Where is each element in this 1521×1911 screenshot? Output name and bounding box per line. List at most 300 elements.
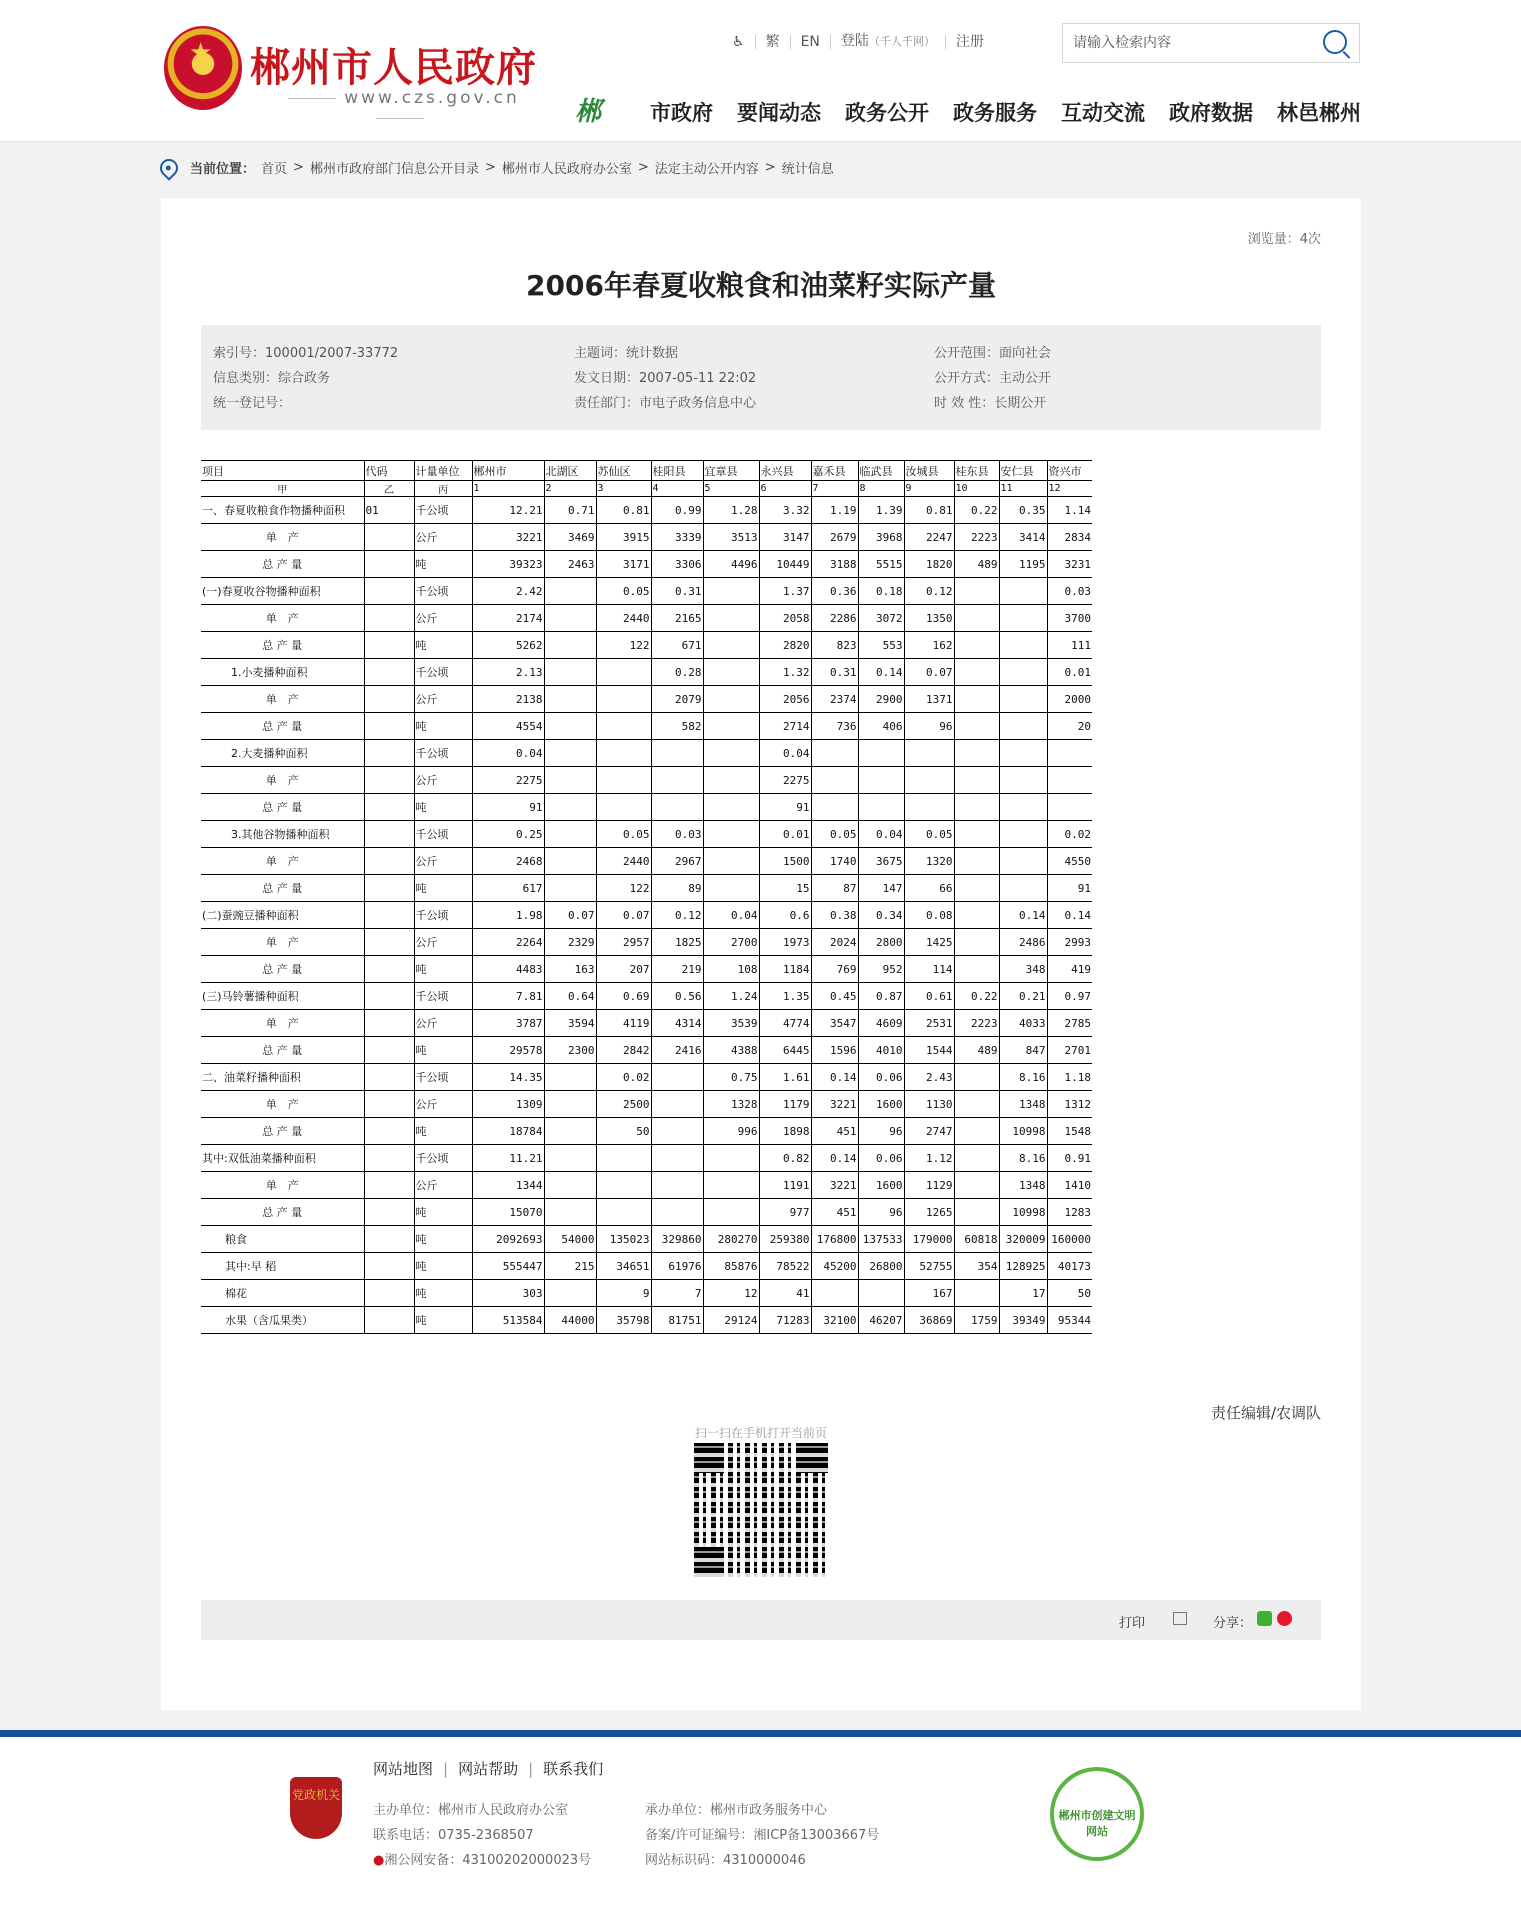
table-cell: 4314 (651, 1010, 703, 1037)
nav-logo-icon: 郴 (575, 97, 602, 127)
table-cell: 公斤 (414, 767, 472, 794)
table-cell: 11.21 (472, 1145, 544, 1172)
table-cell: 489 (954, 1037, 999, 1064)
table-cell: 公斤 (414, 1010, 472, 1037)
table-cell: 0.07 (596, 902, 651, 929)
table-cell: 95344 (1047, 1307, 1092, 1334)
table-cell: 8.16 (999, 1064, 1047, 1091)
row-label-cell: 单 产 (201, 929, 364, 956)
row-label-cell: (二)蚕豌豆播种面积 (201, 902, 364, 929)
table-cell: 0.07 (904, 659, 954, 686)
table-row (201, 1172, 1092, 1199)
table-cell (544, 1118, 596, 1145)
row-label-cell: 单 产 (201, 767, 364, 794)
table-cell (651, 1118, 703, 1145)
table-cell (651, 740, 703, 767)
table-cell: 2275 (759, 767, 811, 794)
table-cell: 89 (651, 875, 703, 902)
footer-operator: 承办单位：郴州市政务服务中心 (645, 1803, 828, 1818)
table-cell: 12.21 (472, 497, 544, 524)
table-cell: 0.02 (596, 1064, 651, 1091)
table-cell (954, 1091, 999, 1118)
site-domain: www.czs.gov.cn (250, 88, 550, 128)
table-cell (364, 1091, 414, 1118)
row-label-cell: 总 产 量 (201, 1037, 364, 1064)
login-link[interactable] (830, 34, 945, 49)
table-cell: 3968 (858, 524, 904, 551)
table-cell (596, 686, 651, 713)
table-cell: 永兴县 (759, 461, 811, 481)
table-cell (954, 1145, 999, 1172)
table-cell: 吨 (414, 1199, 472, 1226)
table-cell: 1283 (1047, 1199, 1092, 1226)
table-cell: 4 (651, 481, 703, 497)
row-label-cell: 其中:早 稻 (201, 1253, 364, 1280)
party-badge-text: 党政机关 (291, 1788, 340, 1802)
table-cell: 吨 (414, 1307, 472, 1334)
table-cell: 7 (811, 481, 858, 497)
table-cell (596, 767, 651, 794)
table-cell (954, 578, 999, 605)
table-cell: 96 (858, 1118, 904, 1145)
table-cell: 6 (759, 481, 811, 497)
table-cell: 8.16 (999, 1145, 1047, 1172)
table-cell: 0.64 (544, 983, 596, 1010)
wechat-share-icon[interactable] (1257, 1611, 1272, 1626)
table-cell: 吨 (414, 956, 472, 983)
article-toolbar (201, 1600, 1321, 1640)
table-cell (651, 794, 703, 821)
table-cell: 26800 (858, 1253, 904, 1280)
top-utility-bar (722, 34, 994, 49)
table-cell (544, 740, 596, 767)
table-cell: 4550 (1047, 848, 1092, 875)
table-cell: 1500 (759, 848, 811, 875)
nav-item-gov-services[interactable]: 政务服务 (953, 101, 1037, 125)
table-cell: 0.05 (596, 821, 651, 848)
table-cell: 4388 (703, 1037, 759, 1064)
table-row (201, 1226, 1092, 1253)
table-cell (596, 794, 651, 821)
table-cell (651, 1172, 703, 1199)
table-cell (364, 1037, 414, 1064)
table-cell: 1320 (904, 848, 954, 875)
table-cell: 吨 (414, 713, 472, 740)
table-cell: 555447 (472, 1253, 544, 1280)
table-cell: 3700 (1047, 605, 1092, 632)
table-cell: 15 (759, 875, 811, 902)
table-cell (364, 1226, 414, 1253)
table-cell: 1.37 (759, 578, 811, 605)
table-cell: 7 (651, 1280, 703, 1307)
table-cell (954, 1280, 999, 1307)
table-cell (904, 740, 954, 767)
table-cell: 46207 (858, 1307, 904, 1334)
table-cell: 3188 (811, 551, 858, 578)
table-cell (999, 632, 1047, 659)
table-cell: 29578 (472, 1037, 544, 1064)
table-cell: 3.32 (759, 497, 811, 524)
table-cell: 1.12 (904, 1145, 954, 1172)
table-cell (364, 632, 414, 659)
meta-mode: 公开方式：主动公开 (934, 371, 1052, 386)
meta-dept: 责任部门：市电子政务信息中心 (574, 396, 757, 411)
table-cell: 苏仙区 (596, 461, 651, 481)
table-cell: 2.13 (472, 659, 544, 686)
table-cell: 1348 (999, 1172, 1047, 1199)
footer-link-sitemap[interactable]: 网站地图 (373, 1760, 434, 1778)
table-cell: 0.36 (811, 578, 858, 605)
table-row (201, 767, 1092, 794)
table-cell (364, 1010, 414, 1037)
table-cell: 1544 (904, 1037, 954, 1064)
table-row (201, 848, 1092, 875)
table-cell: 1825 (651, 929, 703, 956)
table-cell: 1195 (999, 551, 1047, 578)
table-cell: 1.98 (472, 902, 544, 929)
table-cell (651, 1199, 703, 1226)
table-cell: 2468 (472, 848, 544, 875)
table-cell: 2264 (472, 929, 544, 956)
table-cell: 1548 (1047, 1118, 1092, 1145)
table-cell: 8 (858, 481, 904, 497)
table-cell: 公斤 (414, 1172, 472, 1199)
nav-item-gov-data[interactable]: 政府数据 (1169, 101, 1253, 125)
table-cell (544, 1091, 596, 1118)
footer-link-contact[interactable]: 联系我们 (543, 1760, 604, 1778)
table-cell: 9 (904, 481, 954, 497)
table-cell: 0.14 (999, 902, 1047, 929)
meta-category: 信息类别：综合政务 (213, 371, 331, 386)
responsible-editor: 责任编辑/农调队 (1210, 1404, 1321, 1422)
table-row (201, 632, 1092, 659)
table-cell: 14.35 (472, 1064, 544, 1091)
table-cell: 1.24 (703, 983, 759, 1010)
table-cell: 0.04 (858, 821, 904, 848)
row-label-cell: 总 产 量 (201, 551, 364, 578)
row-label-cell: (一)春夏收谷物播种面积 (201, 578, 364, 605)
nav-item-news[interactable]: 要闻动态 (737, 101, 821, 125)
table-cell: 5515 (858, 551, 904, 578)
table-cell (999, 767, 1047, 794)
table-cell: 0.22 (954, 497, 999, 524)
table-row (201, 686, 1092, 713)
table-cell: 2416 (651, 1037, 703, 1064)
qr-code (694, 1443, 828, 1577)
table-row (201, 578, 1092, 605)
breadcrumb-statutory[interactable]: 法定主动公开内容 (654, 162, 759, 177)
breadcrumb-home[interactable]: 首页 (261, 162, 288, 177)
table-cell: 0.25 (472, 821, 544, 848)
footer-phone: 联系电话：0735-2368507 (373, 1828, 534, 1843)
table-cell (651, 1145, 703, 1172)
table-cell: 2800 (858, 929, 904, 956)
table-cell: 吨 (414, 794, 472, 821)
table-cell: 167 (904, 1280, 954, 1307)
table-cell: 122 (596, 632, 651, 659)
search-icon[interactable] (1323, 30, 1347, 54)
table-cell (999, 686, 1047, 713)
table-cell: 1596 (811, 1037, 858, 1064)
table-cell (954, 902, 999, 929)
table-cell: 354 (954, 1253, 999, 1280)
table-row (201, 659, 1092, 686)
table-cell: 0.82 (759, 1145, 811, 1172)
search-box (1062, 23, 1360, 63)
nav-item-interaction[interactable]: 互动交流 (1061, 101, 1145, 125)
breadcrumb (160, 158, 834, 177)
table-cell: 公斤 (414, 686, 472, 713)
register-link[interactable]: 注册 (945, 35, 994, 49)
table-cell (811, 767, 858, 794)
table-cell (954, 956, 999, 983)
breadcrumb-office[interactable]: 郴州市人民政府办公室 (501, 162, 632, 177)
table-cell: 122 (596, 875, 651, 902)
table-cell: 0.45 (811, 983, 858, 1010)
table-row (201, 740, 1092, 767)
table-cell (544, 821, 596, 848)
table-cell: 3 (596, 481, 651, 497)
table-cell: 44000 (544, 1307, 596, 1334)
table-cell: 114 (904, 956, 954, 983)
row-label-cell: 一、春夏收粮食作物播种面积 (201, 497, 364, 524)
table-cell: 0.08 (904, 902, 954, 929)
row-label-cell: 3.其他谷物播种面积 (201, 821, 364, 848)
table-cell (364, 983, 414, 1010)
table-cell: 61976 (651, 1253, 703, 1280)
row-label-cell: 单 产 (201, 605, 364, 632)
table-subheader-row (201, 481, 1092, 497)
table-cell: 553 (858, 632, 904, 659)
table-cell: 736 (811, 713, 858, 740)
table-cell (703, 794, 759, 821)
table-cell: 0.14 (811, 1064, 858, 1091)
table-cell: 10998 (999, 1118, 1047, 1145)
table-row (201, 794, 1092, 821)
table-cell: 5262 (472, 632, 544, 659)
table-cell: 吨 (414, 1037, 472, 1064)
breadcrumb-catalog[interactable]: 郴州市政府部门信息公开目录 (309, 162, 479, 177)
table-cell (954, 1118, 999, 1145)
print-button[interactable]: 打印 (1119, 1616, 1146, 1631)
site-title[interactable]: 郴州市人民政府 (250, 44, 537, 91)
table-row (201, 1307, 1092, 1334)
table-cell: 北湖区 (544, 461, 596, 481)
table-cell (364, 794, 414, 821)
table-cell: 87 (811, 875, 858, 902)
table-cell: 2000 (1047, 686, 1092, 713)
table-cell: 12 (703, 1280, 759, 1307)
table-cell (364, 524, 414, 551)
table-cell: 1.39 (858, 497, 904, 524)
table-cell (703, 875, 759, 902)
table-cell (999, 848, 1047, 875)
footer-icp[interactable]: 备案/许可证编号：湘ICP备13003667号 (645, 1828, 880, 1843)
footer-police-record[interactable]: ●湘公网安备：43100202000023号 (373, 1853, 592, 1868)
weibo-share-icon[interactable] (1277, 1611, 1292, 1626)
login-note: （千人千网） (868, 35, 935, 48)
table-cell: 0.75 (703, 1064, 759, 1091)
table-cell: 1130 (904, 1091, 954, 1118)
table-cell (364, 821, 414, 848)
table-cell: 4483 (472, 956, 544, 983)
table-cell (999, 794, 1047, 821)
table-cell (364, 1172, 414, 1199)
meta-validity: 时 效 性：长期公开 (934, 396, 1047, 411)
table-row (201, 1280, 1092, 1307)
footer-link-help[interactable]: 网站帮助 (458, 1760, 519, 1778)
table-cell: 0.05 (904, 821, 954, 848)
lang-english-link[interactable]: EN (790, 35, 830, 49)
table-cell (544, 794, 596, 821)
table-cell: 0.81 (904, 497, 954, 524)
breadcrumb-separator: > (293, 160, 304, 175)
table-cell (954, 605, 999, 632)
table-cell: 20 (1047, 713, 1092, 740)
table-cell: 78522 (759, 1253, 811, 1280)
table-cell (651, 1091, 703, 1118)
row-label-cell: 项目 (201, 461, 364, 481)
table-row (201, 524, 1092, 551)
table-cell (544, 1172, 596, 1199)
table-cell: 资兴市 (1047, 461, 1092, 481)
table-cell: 135023 (596, 1226, 651, 1253)
table-cell: 1410 (1047, 1172, 1092, 1199)
nav-item-linyi-chenzhou[interactable]: 林邑郴州 (1277, 101, 1361, 125)
table-cell (364, 956, 414, 983)
table-cell: 2374 (811, 686, 858, 713)
table-cell: 10998 (999, 1199, 1047, 1226)
table-cell (544, 713, 596, 740)
table-cell: 公斤 (414, 605, 472, 632)
table-cell: 2820 (759, 632, 811, 659)
table-row (201, 1118, 1092, 1145)
table-cell: 15070 (472, 1199, 544, 1226)
table-cell: 2092693 (472, 1226, 544, 1253)
table-cell (1047, 740, 1092, 767)
party-gov-badge-icon[interactable] (290, 1777, 342, 1839)
table-row (201, 1199, 1092, 1226)
table-cell (544, 632, 596, 659)
printer-icon[interactable] (1173, 1612, 1187, 1625)
table-cell: 219 (651, 956, 703, 983)
table-cell: 临武县 (858, 461, 904, 481)
table-cell: 公斤 (414, 848, 472, 875)
table-cell: 千公顷 (414, 659, 472, 686)
table-cell: 4554 (472, 713, 544, 740)
table-cell: 39349 (999, 1307, 1047, 1334)
nav-item-gov-disclosure[interactable]: 政务公开 (845, 101, 929, 125)
breadcrumb-statistics[interactable]: 统计信息 (781, 162, 834, 177)
table-cell (364, 686, 414, 713)
table-cell (954, 929, 999, 956)
table-cell: 3539 (703, 1010, 759, 1037)
table-cell: 1.18 (1047, 1064, 1092, 1091)
table-cell: 公斤 (414, 524, 472, 551)
table-cell (596, 740, 651, 767)
table-cell: 0.56 (651, 983, 703, 1010)
table-row (201, 956, 1092, 983)
table-cell (954, 740, 999, 767)
table-cell: 17 (999, 1280, 1047, 1307)
table-cell: 4496 (703, 551, 759, 578)
table-cell (703, 1145, 759, 1172)
table-cell: 0.71 (544, 497, 596, 524)
table-cell (364, 1199, 414, 1226)
table-cell: 2842 (596, 1037, 651, 1064)
table-row (201, 983, 1092, 1010)
table-cell (703, 713, 759, 740)
table-cell: 千公顷 (414, 578, 472, 605)
table-cell: 0.12 (651, 902, 703, 929)
row-label-cell: 甲 (201, 481, 364, 497)
location-pin-icon (156, 155, 181, 180)
nav-item-city-government[interactable]: 市政府 (650, 101, 713, 125)
table-cell: 3072 (858, 605, 904, 632)
accessibility-reader-icon[interactable]: ♿︎ (732, 33, 745, 50)
table-cell (544, 1199, 596, 1226)
table-cell (596, 1145, 651, 1172)
table-cell (954, 713, 999, 740)
table-cell: 3675 (858, 848, 904, 875)
table-cell: 329860 (651, 1226, 703, 1253)
table-cell: 671 (651, 632, 703, 659)
row-label-cell: 棉花 (201, 1280, 364, 1307)
table-cell: 128925 (999, 1253, 1047, 1280)
table-cell: 1344 (472, 1172, 544, 1199)
table-cell: 996 (703, 1118, 759, 1145)
row-label-cell: 单 产 (201, 848, 364, 875)
table-cell (544, 1280, 596, 1307)
table-cell (954, 632, 999, 659)
table-cell: 3547 (811, 1010, 858, 1037)
civilized-site-badge-icon[interactable]: 郴州市创建文明网站 (1050, 1767, 1144, 1861)
lang-traditional-link[interactable]: 繁 (755, 35, 790, 49)
table-cell: 10449 (759, 551, 811, 578)
table-cell: 2138 (472, 686, 544, 713)
table-cell: 千公顷 (414, 1064, 472, 1091)
table-cell: 259380 (759, 1226, 811, 1253)
table-cell: 3221 (472, 524, 544, 551)
breadcrumb-label: 当前位置： (190, 162, 256, 177)
table-cell (544, 1064, 596, 1091)
table-cell (364, 659, 414, 686)
table-row (201, 929, 1092, 956)
table-cell (544, 875, 596, 902)
table-cell: 1371 (904, 686, 954, 713)
table-cell: 4010 (858, 1037, 904, 1064)
table-cell: 29124 (703, 1307, 759, 1334)
table-cell: 303 (472, 1280, 544, 1307)
table-cell (999, 605, 1047, 632)
footer-host: 主办单位：郴州市人民政府办公室 (373, 1803, 569, 1818)
table-cell: 2701 (1047, 1037, 1092, 1064)
table-cell: 2247 (904, 524, 954, 551)
table-cell: 0.31 (651, 578, 703, 605)
table-cell: 2 (544, 481, 596, 497)
data-table-wrapper (201, 460, 1092, 1334)
table-cell: 977 (759, 1199, 811, 1226)
table-cell: 安仁县 (999, 461, 1047, 481)
search-input[interactable] (1063, 24, 1323, 62)
row-label-cell: 其中:双低油菜播种面积 (201, 1145, 364, 1172)
table-cell: 0.87 (858, 983, 904, 1010)
table-cell (703, 632, 759, 659)
table-cell (364, 929, 414, 956)
table-cell (703, 578, 759, 605)
table-cell: 汝城县 (904, 461, 954, 481)
table-cell: 0.04 (759, 740, 811, 767)
